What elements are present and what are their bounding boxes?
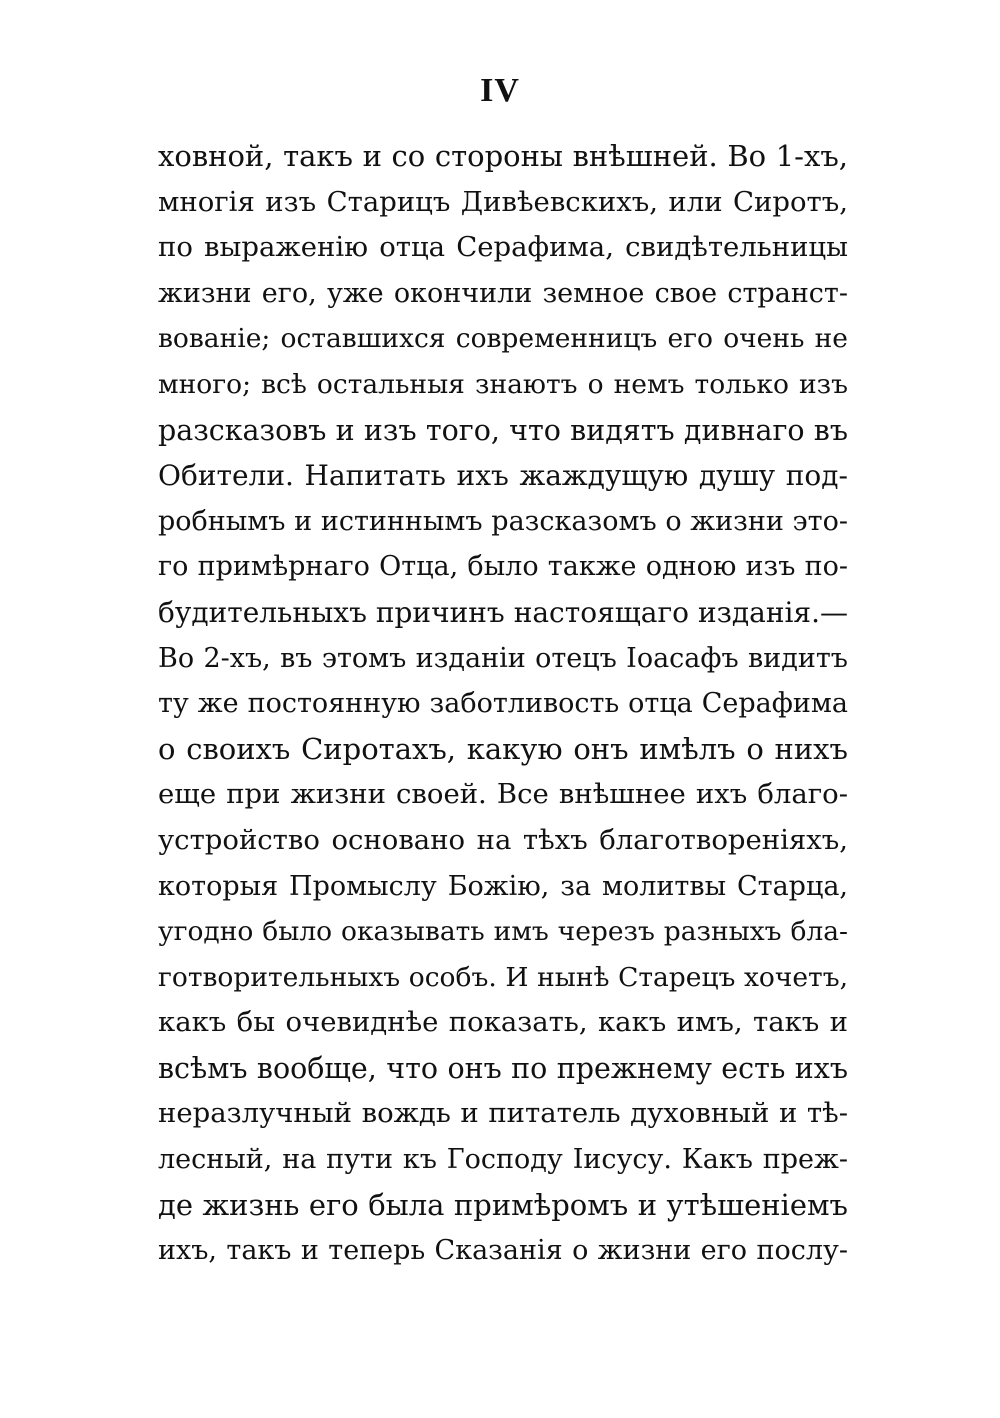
text-line: ту же постоянную заботливость отца Серафима (158, 688, 848, 720)
text-line: жизни его, уже окончили земное свое странст- (158, 277, 848, 309)
text-line: лесный, на пути къ Господу Іисусу. Какъ преж- (158, 1144, 848, 1176)
text-line: всѣмъ вообще, что онъ по прежнему есть ихъ (158, 1051, 848, 1085)
text-line: Обители. Напитать ихъ жаждущую душу под- (158, 459, 848, 493)
text-line: вованіе; оставшихся современницъ его очень не (158, 323, 848, 355)
text-line: какъ бы очевиднѣе показать, какъ имъ, такъ и (158, 1006, 848, 1039)
text-line: еще при жизни своей. Все внѣшнее ихъ благо- (158, 778, 848, 811)
text-line: угодно было оказывать имъ черезъ разныхъ бла- (158, 916, 848, 948)
text-line: которыя Промыслу Божію, за молитвы Старца, (158, 870, 848, 902)
text-line: неразлучный вождь и питатель духовный и тѣ- (158, 1097, 848, 1130)
text-line: ховной, такъ и со стороны внѣшней. Во 1-хъ, (158, 139, 848, 173)
text-line: робнымъ и истиннымъ разсказомъ о жизни это- (158, 505, 848, 537)
text-line: будительныхъ причинъ настоящаго изданія.— (158, 595, 848, 629)
text-line: го примѣрнаго Отца, было также одною изъ по- (158, 551, 848, 583)
text-line: ихъ, такъ и теперь Сказанія о жизни его послу- (158, 1235, 848, 1267)
text-line: многія изъ Старицъ Дивѣевскихъ, или Сиротъ, (158, 185, 848, 218)
text-line: много; всѣ остальныя знаютъ о немъ только изъ (158, 368, 848, 400)
text-line: по выраженію отца Серафима, свидѣтельницы (158, 231, 848, 264)
text-line: устройство основано на тѣхъ благотвореніяхъ, (158, 823, 848, 856)
text-line: Во 2-хъ, въ этомъ изданіи отецъ Іоасафъ видитъ (158, 642, 848, 674)
text-line: о своихъ Сиротахъ, какую онъ имѣлъ о нихъ (158, 731, 848, 766)
page-number: IV (480, 72, 520, 109)
body-text (158, 134, 848, 1274)
text-line: разсказовъ и изъ того, что видятъ дивнаго въ (158, 413, 848, 447)
text-line: де жизнь его была примѣромъ и утѣшеніемъ (158, 1187, 848, 1222)
text-line: готворительныхъ особъ. И нынѣ Старецъ хочетъ, (158, 961, 848, 993)
